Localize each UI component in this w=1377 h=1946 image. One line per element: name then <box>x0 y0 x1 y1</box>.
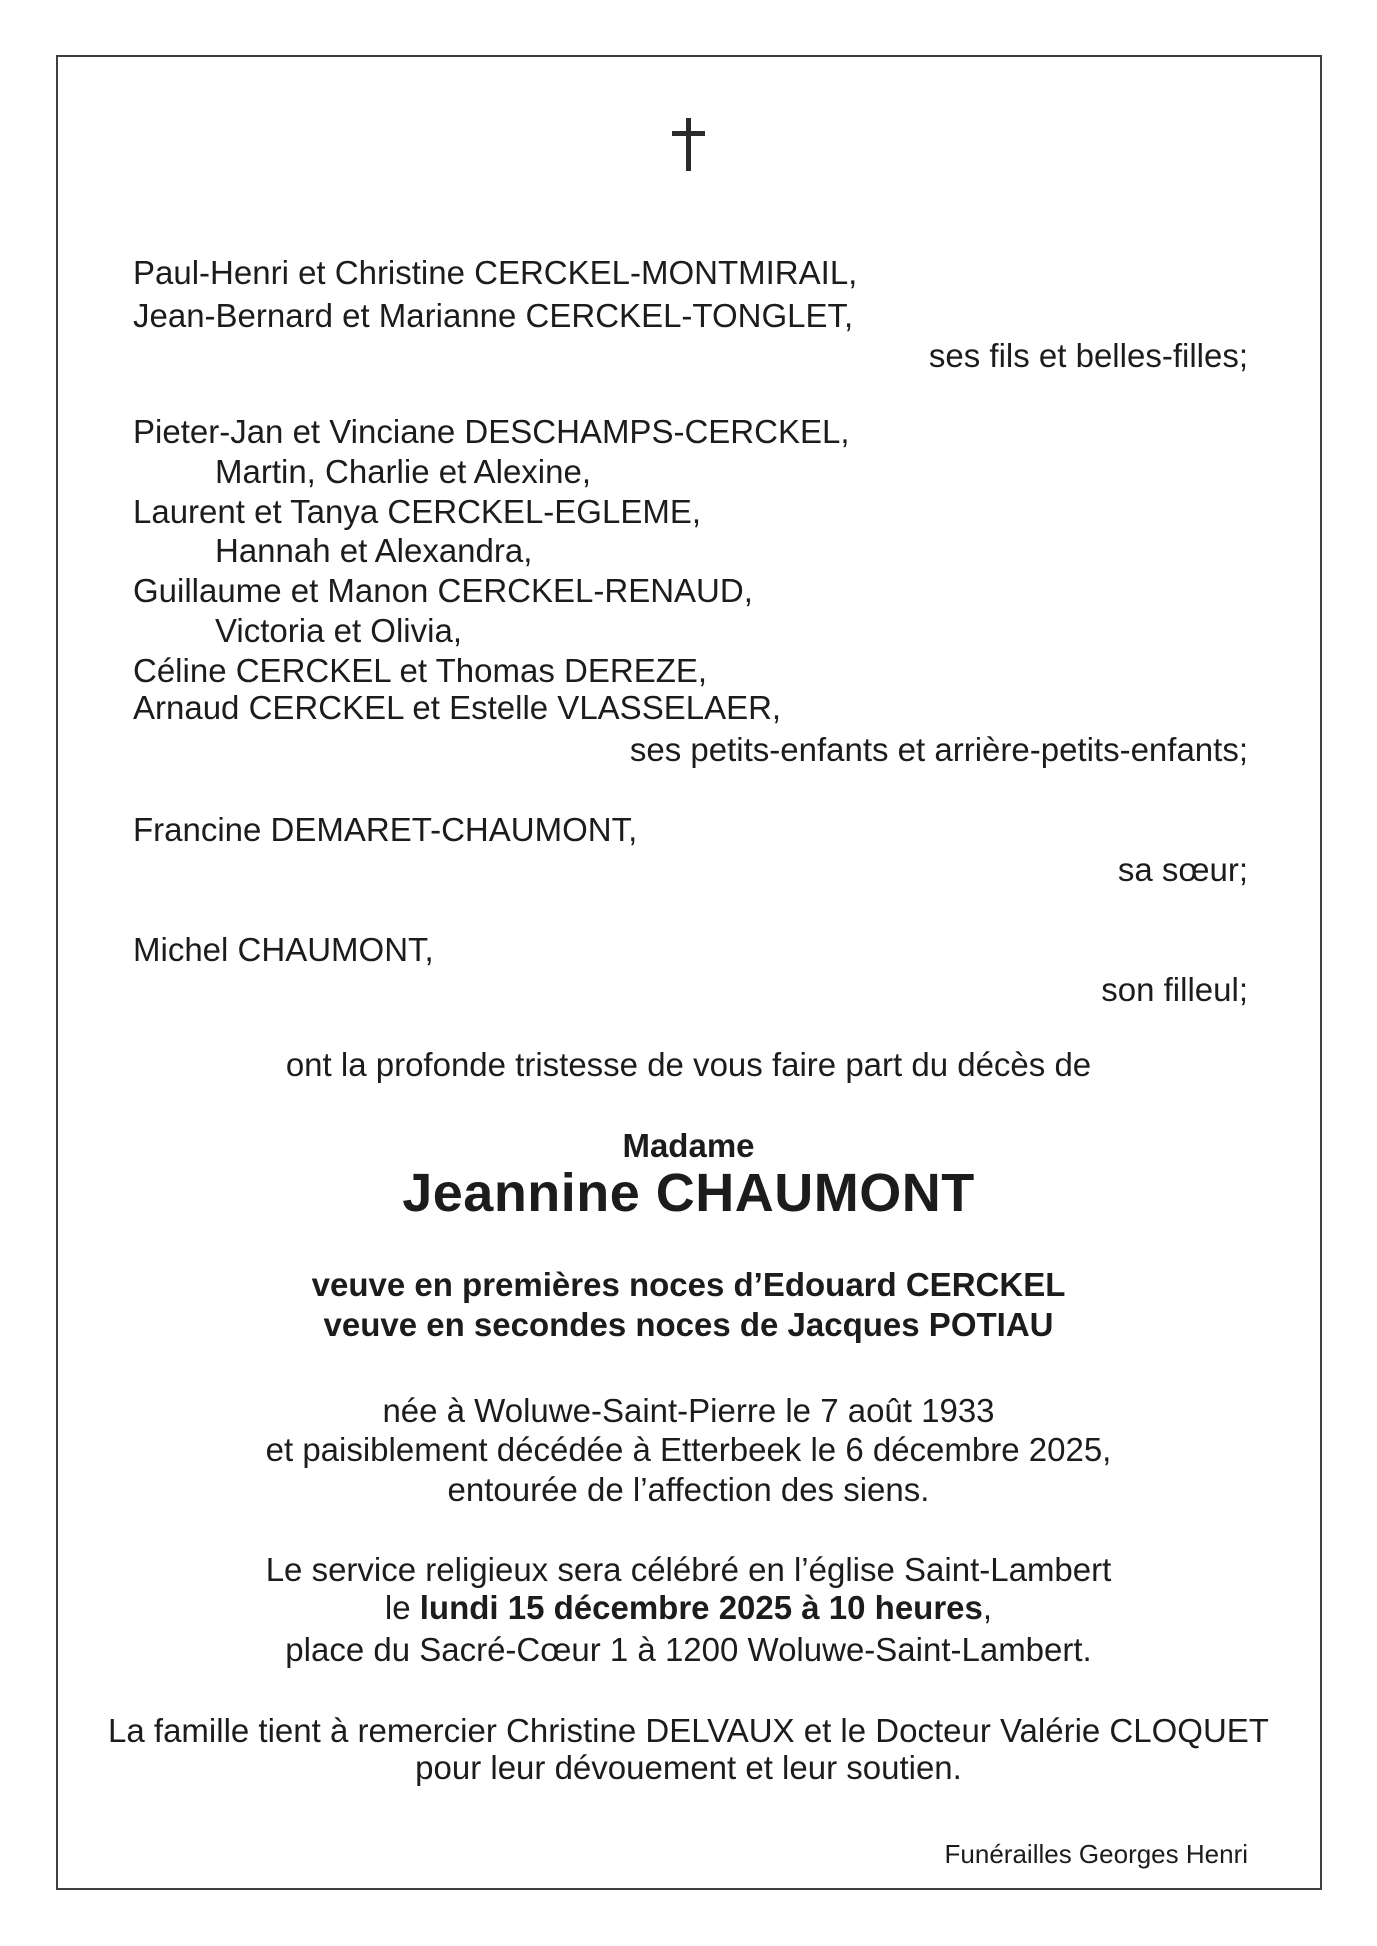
godson-caption: son filleul; <box>1101 971 1248 1008</box>
grandchild-line-6: Victoria et Olivia, <box>215 612 462 649</box>
death-line: et paisiblement décédée à Etterbeek le 6 décembre 2025, <box>265 1431 1112 1468</box>
sons-caption: ses fils et belles-filles; <box>928 337 1248 374</box>
godson-line: Michel CHAUMONT, <box>133 931 434 968</box>
grandchild-line-8: Arnaud CERCKEL et Estelle VLASSELAER, <box>133 689 782 726</box>
death-line-2: entourée de l’affection des siens. <box>447 1471 930 1508</box>
sister-line: Francine DEMARET-CHAUMONT, <box>133 811 638 848</box>
grandchild-line-1: Pieter-Jan et Vinciane DESCHAMPS-CERCKEL, <box>133 413 850 450</box>
thanks-line-2: pour leur dévouement et leur soutien. <box>415 1749 962 1786</box>
announcement-intro: ont la profonde tristesse de vous faire part du décès de <box>285 1046 1092 1083</box>
widow-line-2: veuve en secondes noces de Jacques POTIAU <box>323 1306 1054 1343</box>
cross-horizontal-bar <box>672 131 705 136</box>
service-line-3: place du Sacré-Cœur 1 à 1200 Woluwe-Saint-Lambert. <box>285 1631 1092 1668</box>
service-line-1: Le service religieux sera célébré en l’église Saint-Lambert <box>265 1551 1112 1588</box>
service-line-2-prefix: le <box>384 1589 420 1626</box>
widow-line-1: veuve en premières noces d’Edouard CERCKEL <box>311 1266 1066 1303</box>
grandchild-line-2: Martin, Charlie et Alexine, <box>215 453 592 490</box>
son-line-1: Paul-Henri et Christine CERCKEL-MONTMIRAIL, <box>133 254 858 291</box>
birth-line: née à Woluwe-Saint-Pierre le 7 août 1933 <box>382 1392 995 1429</box>
sister-caption: sa sœur; <box>1117 851 1248 888</box>
grandchild-line-5: Guillaume et Manon CERCKEL-RENAUD, <box>133 572 753 609</box>
grandchild-line-3: Laurent et Tanya CERCKEL-EGLEME, <box>133 493 701 530</box>
grandchildren-caption: ses petits-enfants et arrière-petits-enfants; <box>629 731 1248 768</box>
funeral-home-credit: Funérailles Georges Henri <box>944 1839 1248 1869</box>
service-line-2 <box>0 1588 1377 1628</box>
grandchild-line-4: Hannah et Alexandra, <box>215 532 533 569</box>
deceased-name: Jeannine CHAUMONT <box>402 1163 975 1223</box>
honorific: Madame <box>622 1127 755 1164</box>
cross-vertical-bar <box>686 118 691 171</box>
thanks-line-1: La famille tient à remercier Christine DELVAUX et le Docteur Valérie CLOQUET <box>108 1712 1269 1749</box>
service-date-time: lundi 15 décembre 2025 à 10 heures <box>419 1589 983 1626</box>
son-line-2: Jean-Bernard et Marianne CERCKEL-TONGLET, <box>133 297 854 334</box>
grandchild-line-7: Céline CERCKEL et Thomas DEREZE, <box>133 652 708 689</box>
latin-cross-icon <box>672 118 705 171</box>
service-line-2-suffix: , <box>982 1589 993 1626</box>
